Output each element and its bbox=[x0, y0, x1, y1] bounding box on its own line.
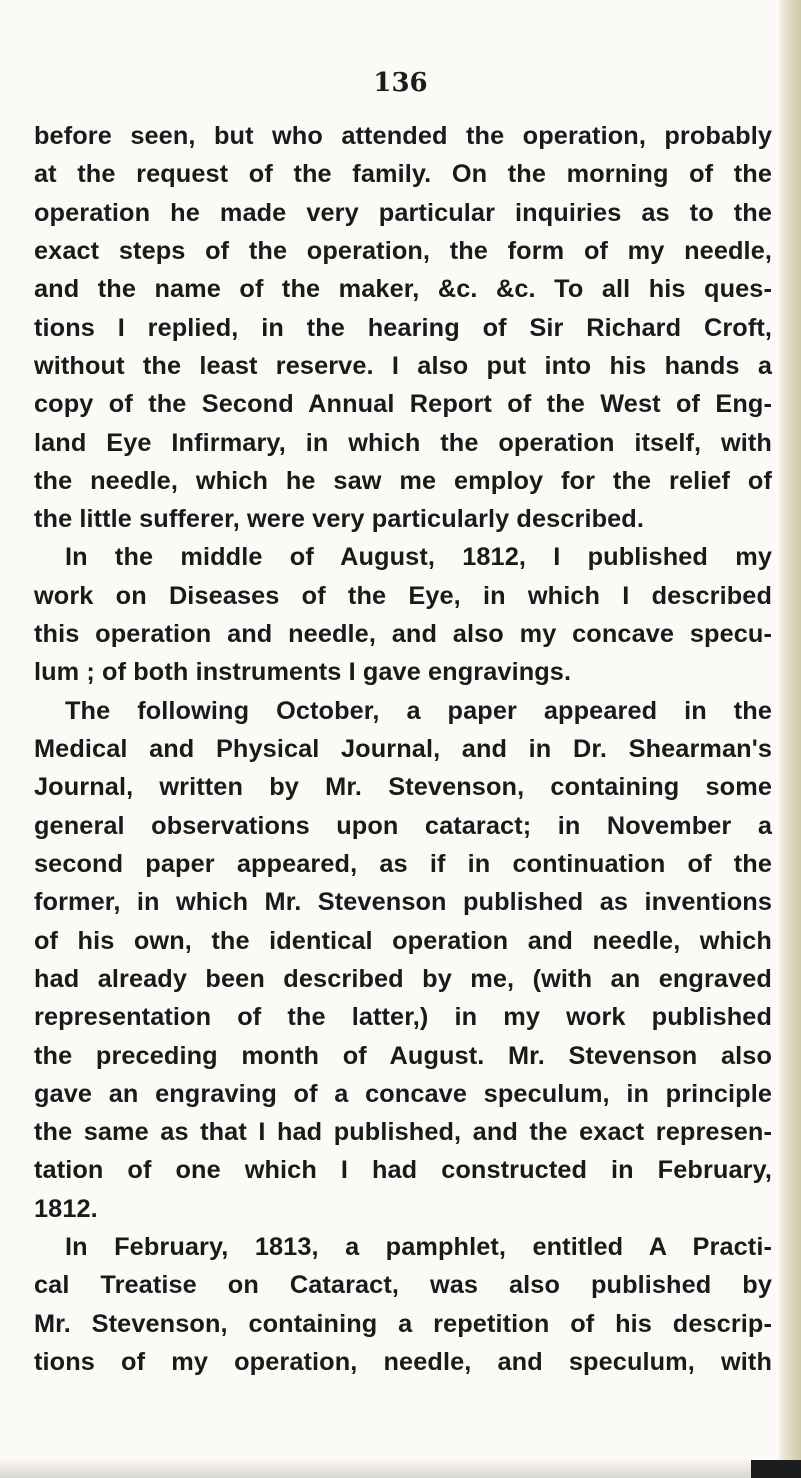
text-line: The following October, a paper appeared in the bbox=[65, 696, 772, 725]
text-line: former, in which Mr. Stevenson published as inventions bbox=[34, 888, 772, 917]
text-line: and the name of the maker, &c. &c. To all his ques- bbox=[34, 275, 772, 304]
text-line: exact steps of the operation, the form of my needle, bbox=[34, 236, 772, 265]
text-line: tions I replied, in the hearing of Sir Richard Croft, bbox=[34, 313, 772, 342]
text-line: of his own, the identical operation and needle, which bbox=[34, 926, 772, 955]
text-line: at the request of the family. On the morning of the bbox=[34, 160, 772, 189]
text-line: tation of one which I had constructed in February, bbox=[34, 1156, 772, 1185]
text-line: work on Diseases of the Eye, in which I described bbox=[34, 581, 772, 610]
text-line: copy of the Second Annual Report of the West of Eng- bbox=[34, 390, 772, 419]
text-line: Mr. Stevenson, containing a repetition of his descrip- bbox=[34, 1309, 772, 1338]
text-line: 1812. bbox=[34, 1194, 98, 1223]
text-line: the needle, which he saw me employ for the relief of bbox=[34, 466, 772, 495]
text-line: second paper appeared, as if in continuation of the bbox=[34, 849, 772, 878]
text-line: Medical and Physical Journal, and in Dr. Shearman's bbox=[34, 735, 772, 763]
page-number: 136 bbox=[373, 68, 428, 98]
text-line: land Eye Infirmary, in which the operation itself, with bbox=[34, 428, 772, 457]
text-line: the little sufferer, were very particularly described. bbox=[34, 505, 644, 534]
text-line: had already been described by me, (with an engraved bbox=[34, 964, 772, 993]
text-line: Journal, written by Mr. Stevenson, containing some bbox=[34, 773, 772, 802]
body-text bbox=[34, 117, 772, 1381]
text-line: before seen, but who attended the operation, probably bbox=[34, 122, 772, 150]
text-line: gave an engraving of a concave speculum, in principle bbox=[34, 1079, 772, 1108]
page-edge-shadow bbox=[779, 0, 801, 1478]
text-line: operation he made very particular inquiries as to the bbox=[34, 198, 772, 227]
text-line: In the middle of August, 1812, I published my bbox=[65, 543, 772, 572]
page-bottom-edge bbox=[0, 1460, 801, 1478]
text-line: without the least reserve. I also put into his hands a bbox=[34, 351, 772, 380]
text-line: the same as that I had published, and the exact represen- bbox=[34, 1118, 772, 1147]
text-line: tions of my operation, needle, and speculum, with bbox=[34, 1348, 772, 1376]
text-line: this operation and needle, and also my concave specu- bbox=[34, 620, 772, 649]
text-line: In February, 1813, a pamphlet, entitled A Practi- bbox=[65, 1233, 772, 1262]
text-line: cal Treatise on Cataract, was also published by bbox=[34, 1271, 772, 1300]
text-line: the preceding month of August. Mr. Stevenson also bbox=[34, 1041, 772, 1070]
text-line: lum ; of both instruments I gave engravings. bbox=[34, 658, 572, 687]
scan-corner-shadow bbox=[751, 1460, 801, 1478]
text-line: general observations upon cataract; in November a bbox=[34, 811, 772, 840]
text-line: representation of the latter,) in my work published bbox=[34, 1003, 772, 1032]
